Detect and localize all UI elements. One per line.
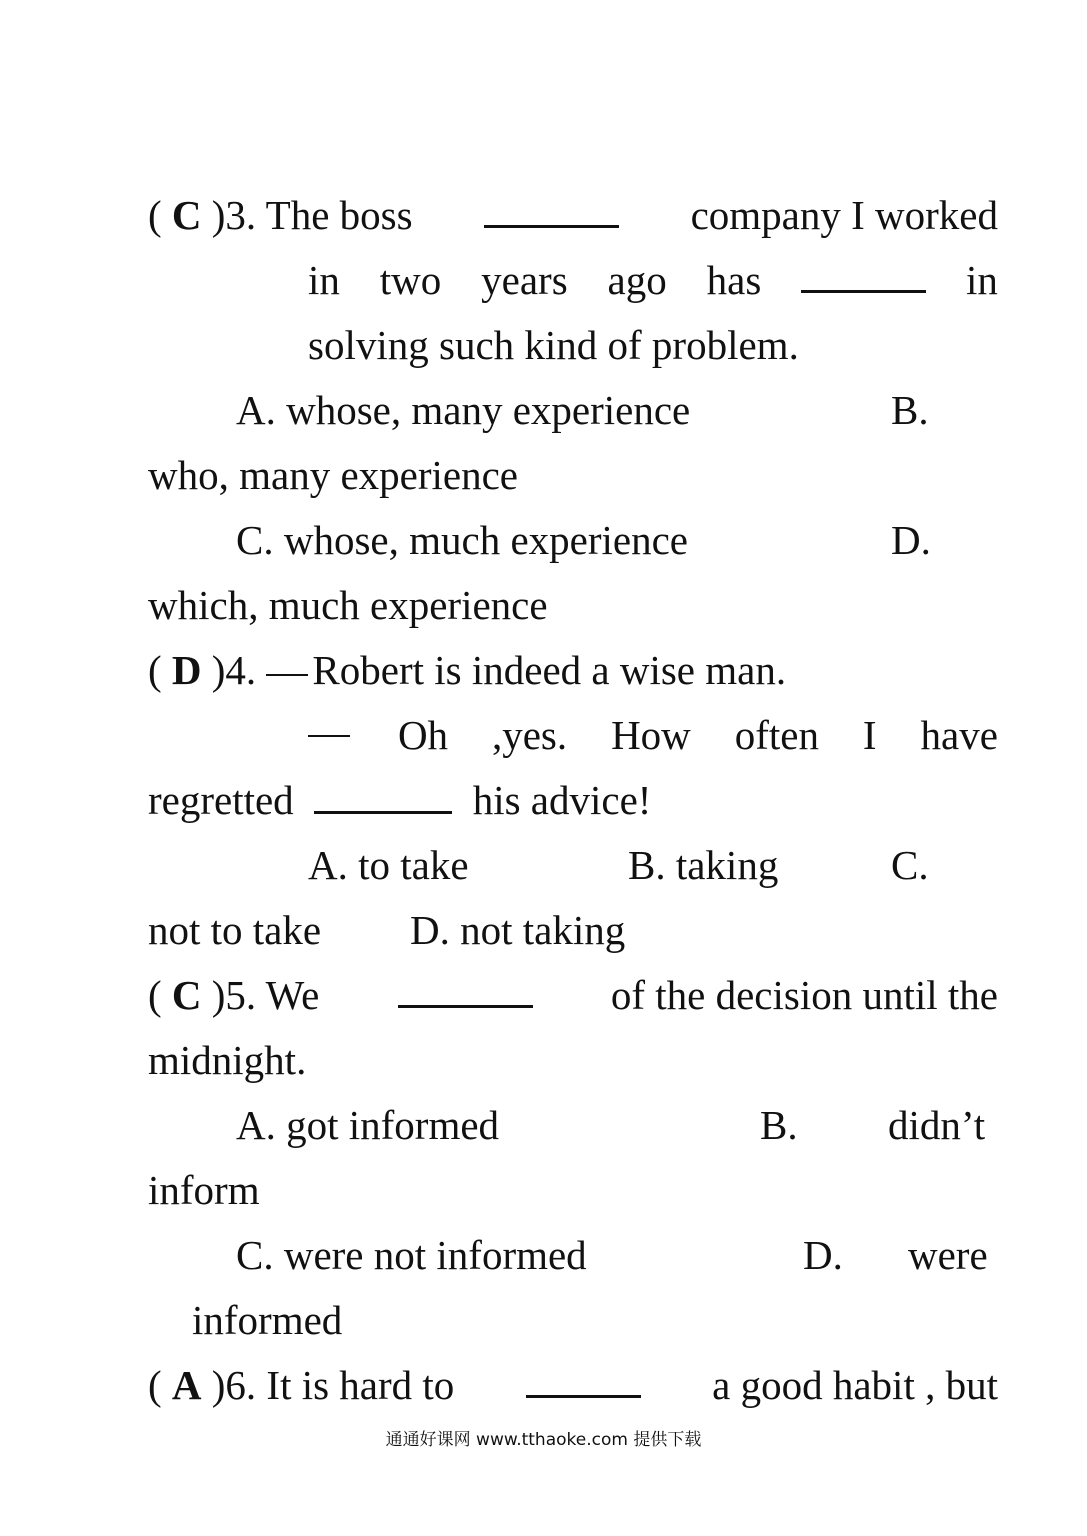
q5-option-d-letter: D. bbox=[803, 1232, 843, 1278]
q4-word: often bbox=[734, 712, 819, 758]
q4-option-a: A. to take bbox=[308, 842, 469, 888]
q5-stem-line-1 bbox=[148, 972, 998, 1018]
q3-stem-line-1 bbox=[148, 192, 998, 238]
q3-option-b-text: who, many experience bbox=[148, 452, 518, 498]
q4-option-b: B. taking bbox=[628, 842, 779, 888]
q4-word: ,yes. bbox=[491, 712, 568, 758]
q5-option-a: A. got informed bbox=[236, 1102, 500, 1148]
q4-option-c-letter: C. bbox=[891, 842, 929, 888]
q5-number: ( C )5. We bbox=[148, 972, 320, 1018]
q3-number: ( C )3. The boss bbox=[148, 192, 413, 238]
q3-word: years bbox=[481, 257, 568, 303]
q6-line1-end: a good habit , but bbox=[712, 1362, 998, 1408]
q3-word: in bbox=[308, 257, 340, 303]
q5-blank bbox=[398, 975, 533, 1008]
q6-stem-line-1 bbox=[148, 1362, 998, 1408]
q4-word: How bbox=[611, 712, 691, 758]
q5-option-b-text: inform bbox=[148, 1167, 260, 1213]
q4-word: Oh bbox=[397, 712, 449, 758]
q5-answer: C bbox=[171, 972, 202, 1018]
q4-word: have bbox=[920, 712, 998, 758]
q4-answer: D bbox=[171, 647, 202, 693]
q3-stem-line-2 bbox=[308, 257, 998, 303]
q3-option-d-text: which, much experience bbox=[148, 582, 548, 628]
q4-stem-line-2 bbox=[308, 712, 998, 758]
q5-option-c: C. were not informed bbox=[236, 1232, 587, 1278]
q4-line1: Robert is indeed a wise man. bbox=[312, 647, 787, 693]
q5-option-d-word: were bbox=[908, 1232, 988, 1278]
q5-option-b-word: didn’t bbox=[888, 1102, 986, 1148]
q3-option-a: A. whose, many experience bbox=[236, 387, 691, 433]
q6-number: ( A )6. It is hard to bbox=[148, 1362, 455, 1408]
q3-blank-1 bbox=[484, 195, 619, 228]
q4-dash-1 bbox=[266, 674, 308, 676]
footer-watermark: 通通好课网 www.tthaoke.com 提供下载 bbox=[385, 1430, 702, 1450]
q4-stem-line-3: regretted his advice! bbox=[148, 777, 652, 823]
q3-stem-line-3: solving such kind of problem. bbox=[308, 322, 799, 368]
q4-blank bbox=[314, 781, 452, 814]
q4-option-d: D. not taking bbox=[410, 907, 626, 953]
q4-word: I bbox=[862, 712, 877, 758]
q3-word: ago bbox=[607, 257, 667, 303]
q3-word: has bbox=[706, 257, 762, 303]
q5-option-b-letter: B. bbox=[760, 1102, 798, 1148]
q3-answer: C bbox=[171, 192, 202, 238]
q5-option-d-text: informed bbox=[192, 1297, 343, 1343]
q3-option-c: C. whose, much experience bbox=[236, 517, 688, 563]
q6-answer: A bbox=[171, 1362, 202, 1408]
q4-number: ( D )4. bbox=[148, 647, 267, 693]
q3-word: two bbox=[379, 257, 442, 303]
q3-line1-end: company I worked bbox=[690, 192, 998, 238]
q3-blank-2 bbox=[801, 260, 926, 293]
q3-option-d-letter: D. bbox=[891, 517, 931, 563]
q3-option-b-letter: B. bbox=[891, 387, 929, 433]
q3-word: in bbox=[966, 257, 998, 303]
q6-blank bbox=[526, 1365, 641, 1398]
q5-stem-line-2: midnight. bbox=[148, 1037, 307, 1083]
q4-stem-line-1 bbox=[148, 647, 787, 693]
q5-line1-end: of the decision until the bbox=[610, 972, 998, 1018]
q4-option-c-text: not to take bbox=[148, 907, 322, 953]
q4-dash-2 bbox=[308, 735, 350, 737]
